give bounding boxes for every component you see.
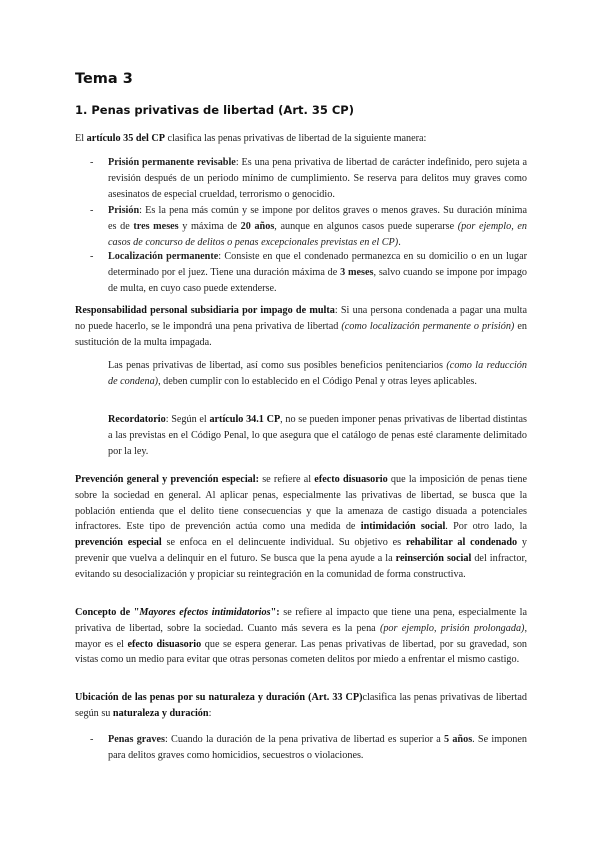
concept-paragraph: Concepto de "Mayores efectos intimidatorios": se refiere al impacto que tiene una pena, especialmente la privativa de libertad, sobre la sociedad. Cuanto más severa es la pena (por ejemplo, prisión prolongada), mayor es el efecto disuasorio que se espera generar. Las penas privativas de libertad, por su gravedad, son vistas como un medio para evitar que otras personas cometen delitos por miedo a enfrentar el mismo castigo.: [75, 607, 528, 666]
page-title: Tema 3: [75, 71, 133, 87]
list-item: Prisión permanente revisable: Es una pena privativa de libertad de carácter indefinido, pero sujeta a revisión después de un periodo mínimo de cumplimiento. Se reserva para delitos muy graves como asesinatos de especial crueldad, terrorismo o genocidio.: [108, 157, 528, 200]
note-paragraph: Las penas privativas de libertad, así como sus posibles beneficios penitenciarios (como la reducción de condena), deben cumplir con lo establecido en el Código Penal y otras leyes aplicables.: [108, 360, 527, 387]
reminder-paragraph: Recordatorio: Según el artículo 34.1 CP, no se pueden imponer penas privativas de libertad distintas a las previstas en el Código Penal, lo que asegura que el catálogo de penas esté claramente delimitado por la ley.: [108, 414, 527, 457]
classification-paragraph: Ubicación de las penas por su naturaleza y duración (Art. 33 CP)clasifica las penas privativas de libertad según su naturaleza y duración:: [75, 692, 527, 719]
list-bullet: -: [90, 205, 94, 216]
list-bullet: -: [90, 734, 94, 745]
list-bullet: -: [90, 251, 94, 262]
section-heading: 1. Penas privativas de libertad (Art. 35 CP): [75, 103, 354, 117]
prevention-paragraph: Prevención general y prevención especial: se refiere al efecto disuasorio que la imposición de penas tiene sobre la sociedad en general. Al aplicar penas, especialmente las privativas de libertad, se busca que la población entienda que el delito tiene consecuencias y que la amenaza de castigo disuada a potenciales infractores. Este tipo de prevención actúa como una medida de intimidación social. Por otro lado, la prevención especial se enfoca en el delincuente individual. Su objetivo es rehabilitar al condenado y prevenir que vuelva a delinquir en el futuro. Se busca que la pena ayude a la reinserción social del infractor, evitando su desocialización y propiciar su reintegración en la comunidad de forma constructiva.: [75, 474, 528, 580]
intro-paragraph: El artículo 35 del CP clasifica las penas privativas de libertad de la siguiente manera:: [75, 133, 427, 144]
list-item: Localización permanente: Consiste en que el condenado permanezca en su domicilio o en un lugar determinado por el juez. Tiene una duración máxima de 3 meses, salvo cuando se impone por impago de multa, en cuyo caso puede extenderse.: [108, 251, 528, 294]
list-item: Penas graves: Cuando la duración de la pena privativa de libertad es superior a 5 años. Se imponen para delitos graves como homicidios, secuestros o violaciones.: [108, 734, 527, 761]
list-item: Prisión: Es la pena más común y se impone por delitos graves o menos graves. Su duración mínima es de tres meses y máxima de 20 años, aunque en algunos casos puede superarse (por ejemplo, en casos de concurso de delitos o penas excepcionales previstas en el CP).: [108, 205, 527, 248]
responsibility-paragraph: Responsabilidad personal subsidiaria por impago de multa: Si una persona condenada a pagar una multa no puede hacerlo, se le impondrá una pena privativa de libertad (como localización permanente o prisión) en sustitución de la multa impagada.: [75, 305, 527, 348]
list-bullet: -: [90, 157, 94, 168]
